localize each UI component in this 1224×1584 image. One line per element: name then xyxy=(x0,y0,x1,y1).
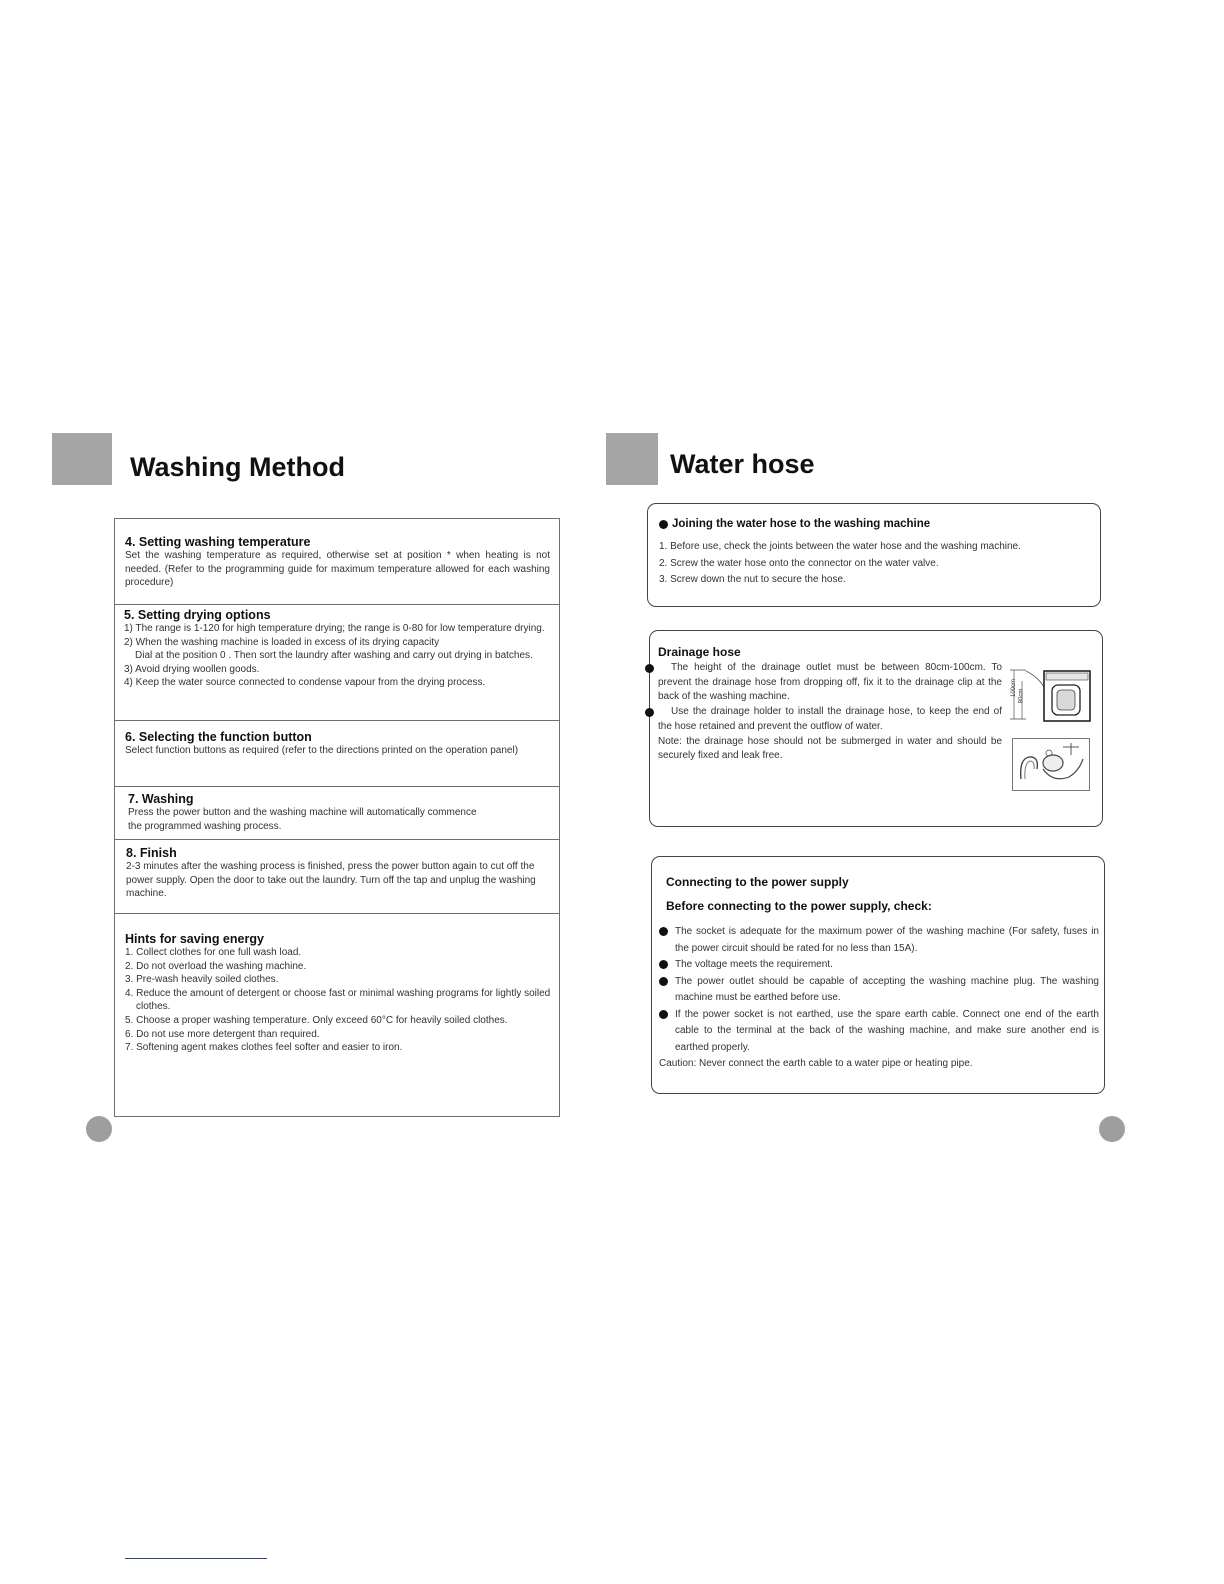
section-finish xyxy=(115,840,559,914)
section-text: Select function buttons as required (refer to the directions printed on the operation panel) xyxy=(125,745,519,756)
bullet-icon xyxy=(645,708,654,717)
bullet-icon xyxy=(659,960,668,969)
height-label-100: 100cm xyxy=(1011,678,1018,698)
list-item: 4) Keep the water source connected to condense vapour from the drying process. xyxy=(124,677,486,689)
section-text: 2-3 minutes after the washing process is finished, press the power button again to cut off the power supply. Open the door to take out the laundry. Turn off the tap and unplug the washing machine. xyxy=(126,861,536,900)
list-item: 1) The range is 1-120 for high temperature drying; the range is 0-80 for low temperature drying. xyxy=(124,623,545,634)
height-label-80: 80cm xyxy=(1018,688,1025,704)
drainage-para-2-text: Use the drainage holder to install the drainage hose, to keep the end of the hose retained and prevent the outflow of water. xyxy=(658,706,1002,732)
section-temperature xyxy=(115,519,559,605)
left-page-marker xyxy=(86,1116,112,1142)
check-item-text: If the power socket is not earthed, use the spare earth cable. Connect one end of the earth cable to the terminal at the back of the washing machine, and make sure another end is earthed properly. xyxy=(675,1008,1099,1053)
list-item: 2. Screw the water hose onto the connector on the water valve. xyxy=(659,557,939,569)
list-item: 5. Choose a proper washing temperature. Only exceed 60°C for heavily soiled clothes. xyxy=(125,1014,508,1026)
drainage-heading: Drainage hose xyxy=(658,645,741,659)
drainage-para-2 xyxy=(658,705,1002,734)
drainage-holder-figure xyxy=(1012,738,1090,791)
footer-underline xyxy=(125,1558,267,1559)
joining-heading: Joining the water hose to the washing machine xyxy=(672,518,931,530)
section-drying xyxy=(115,605,559,721)
section-function-button xyxy=(115,721,559,787)
check-item xyxy=(659,974,1099,1007)
drainage-para-1-text: The height of the drainage outlet must be between 80cm-100cm. To prevent the drainage hose from dropping off, fix it to the drainage clip at the back of the washing machine. xyxy=(658,662,1002,703)
list-item: Dial at the position 0 . Then sort the laundry after washing and carry out drying in batches. xyxy=(135,650,533,662)
check-item xyxy=(659,924,1099,957)
drainage-hose-box xyxy=(649,630,1103,827)
right-header-tab xyxy=(606,433,658,485)
bullet-icon xyxy=(659,520,668,529)
bullet-icon xyxy=(645,664,654,673)
list-item: 2) When the washing machine is loaded in excess of its drying capacity xyxy=(124,636,440,648)
right-page-marker xyxy=(1099,1116,1125,1142)
section-heading: 5. Setting drying options xyxy=(124,608,271,622)
check-item-text: The voltage meets the requirement. xyxy=(675,959,833,970)
section-heading: 6. Selecting the function button xyxy=(125,730,312,744)
list-item: 4. Reduce the amount of detergent or choose fast or minimal washing programs for lightly soiled clothes. xyxy=(125,987,551,1013)
washing-method-box xyxy=(114,518,560,1117)
power-caution: Caution: Never connect the earth cable to a water pipe or heating pipe. xyxy=(659,1058,973,1069)
power-heading: Connecting to the power supply xyxy=(666,875,849,889)
joining-hose-box xyxy=(647,503,1101,607)
section-energy-hints xyxy=(115,914,559,1114)
section-heading: 7. Washing xyxy=(128,792,194,806)
check-item-text: The socket is adequate for the maximum power of the washing machine (For safety, fuses in the power circuit should be rated for no less than 15A). xyxy=(675,926,1099,954)
list-item: 7. Softening agent makes clothes feel softer and easier to iron. xyxy=(125,1042,403,1054)
check-item xyxy=(659,957,1099,974)
drainage-text xyxy=(658,645,1002,764)
section-text: Set the washing temperature as required, otherwise set at position * when heating is not needed. (Refer to the programming guide for maximum temperature allowed for each washing procedure) xyxy=(125,550,550,589)
section-heading: 8. Finish xyxy=(126,846,177,860)
power-supply-box xyxy=(651,856,1105,1094)
drainage-note: Note: the drainage hose should not be submerged in water and should be securely fixed and leak free. xyxy=(658,735,1002,762)
section-line: Press the power button and the washing machine will automatically commence xyxy=(128,807,477,818)
left-header-tab xyxy=(52,433,112,485)
list-item: 3. Screw down the nut to secure the hose. xyxy=(659,574,846,585)
section-washing xyxy=(115,787,559,840)
bullet-icon xyxy=(659,977,668,986)
section-heading: Hints for saving energy xyxy=(125,932,264,946)
list-item: 3) Avoid drying woollen goods. xyxy=(124,663,260,675)
list-item: 2. Do not overload the washing machine. xyxy=(125,960,307,972)
section-line: the programmed washing process. xyxy=(128,820,282,832)
power-subheading: Before connecting to the power supply, check: xyxy=(666,899,932,913)
right-page-title: Water hose xyxy=(670,449,815,479)
drainage-holder-icon xyxy=(1013,739,1089,790)
list-item: 1. Before use, check the joints between the water hose and the washing machine. xyxy=(659,541,1021,552)
joining-heading-row xyxy=(659,518,1090,530)
section-heading: 4. Setting washing temperature xyxy=(125,535,311,549)
check-item xyxy=(659,1007,1099,1057)
bullet-icon xyxy=(659,927,668,936)
list-item: 3. Pre-wash heavily soiled clothes. xyxy=(125,974,279,986)
list-item: 6. Do not use more detergent than required. xyxy=(125,1028,320,1040)
bullet-icon xyxy=(659,1010,668,1019)
left-page-title: Washing Method xyxy=(130,452,345,482)
drainage-para-1 xyxy=(658,661,1002,705)
list-item: 1. Collect clothes for one full wash load. xyxy=(125,947,302,958)
power-check-list xyxy=(659,924,1099,1073)
check-item-text: The power outlet should be capable of accepting the washing machine plug. The washing machine must be earthed before use. xyxy=(675,975,1099,1003)
drainage-height-figure xyxy=(1008,667,1092,723)
